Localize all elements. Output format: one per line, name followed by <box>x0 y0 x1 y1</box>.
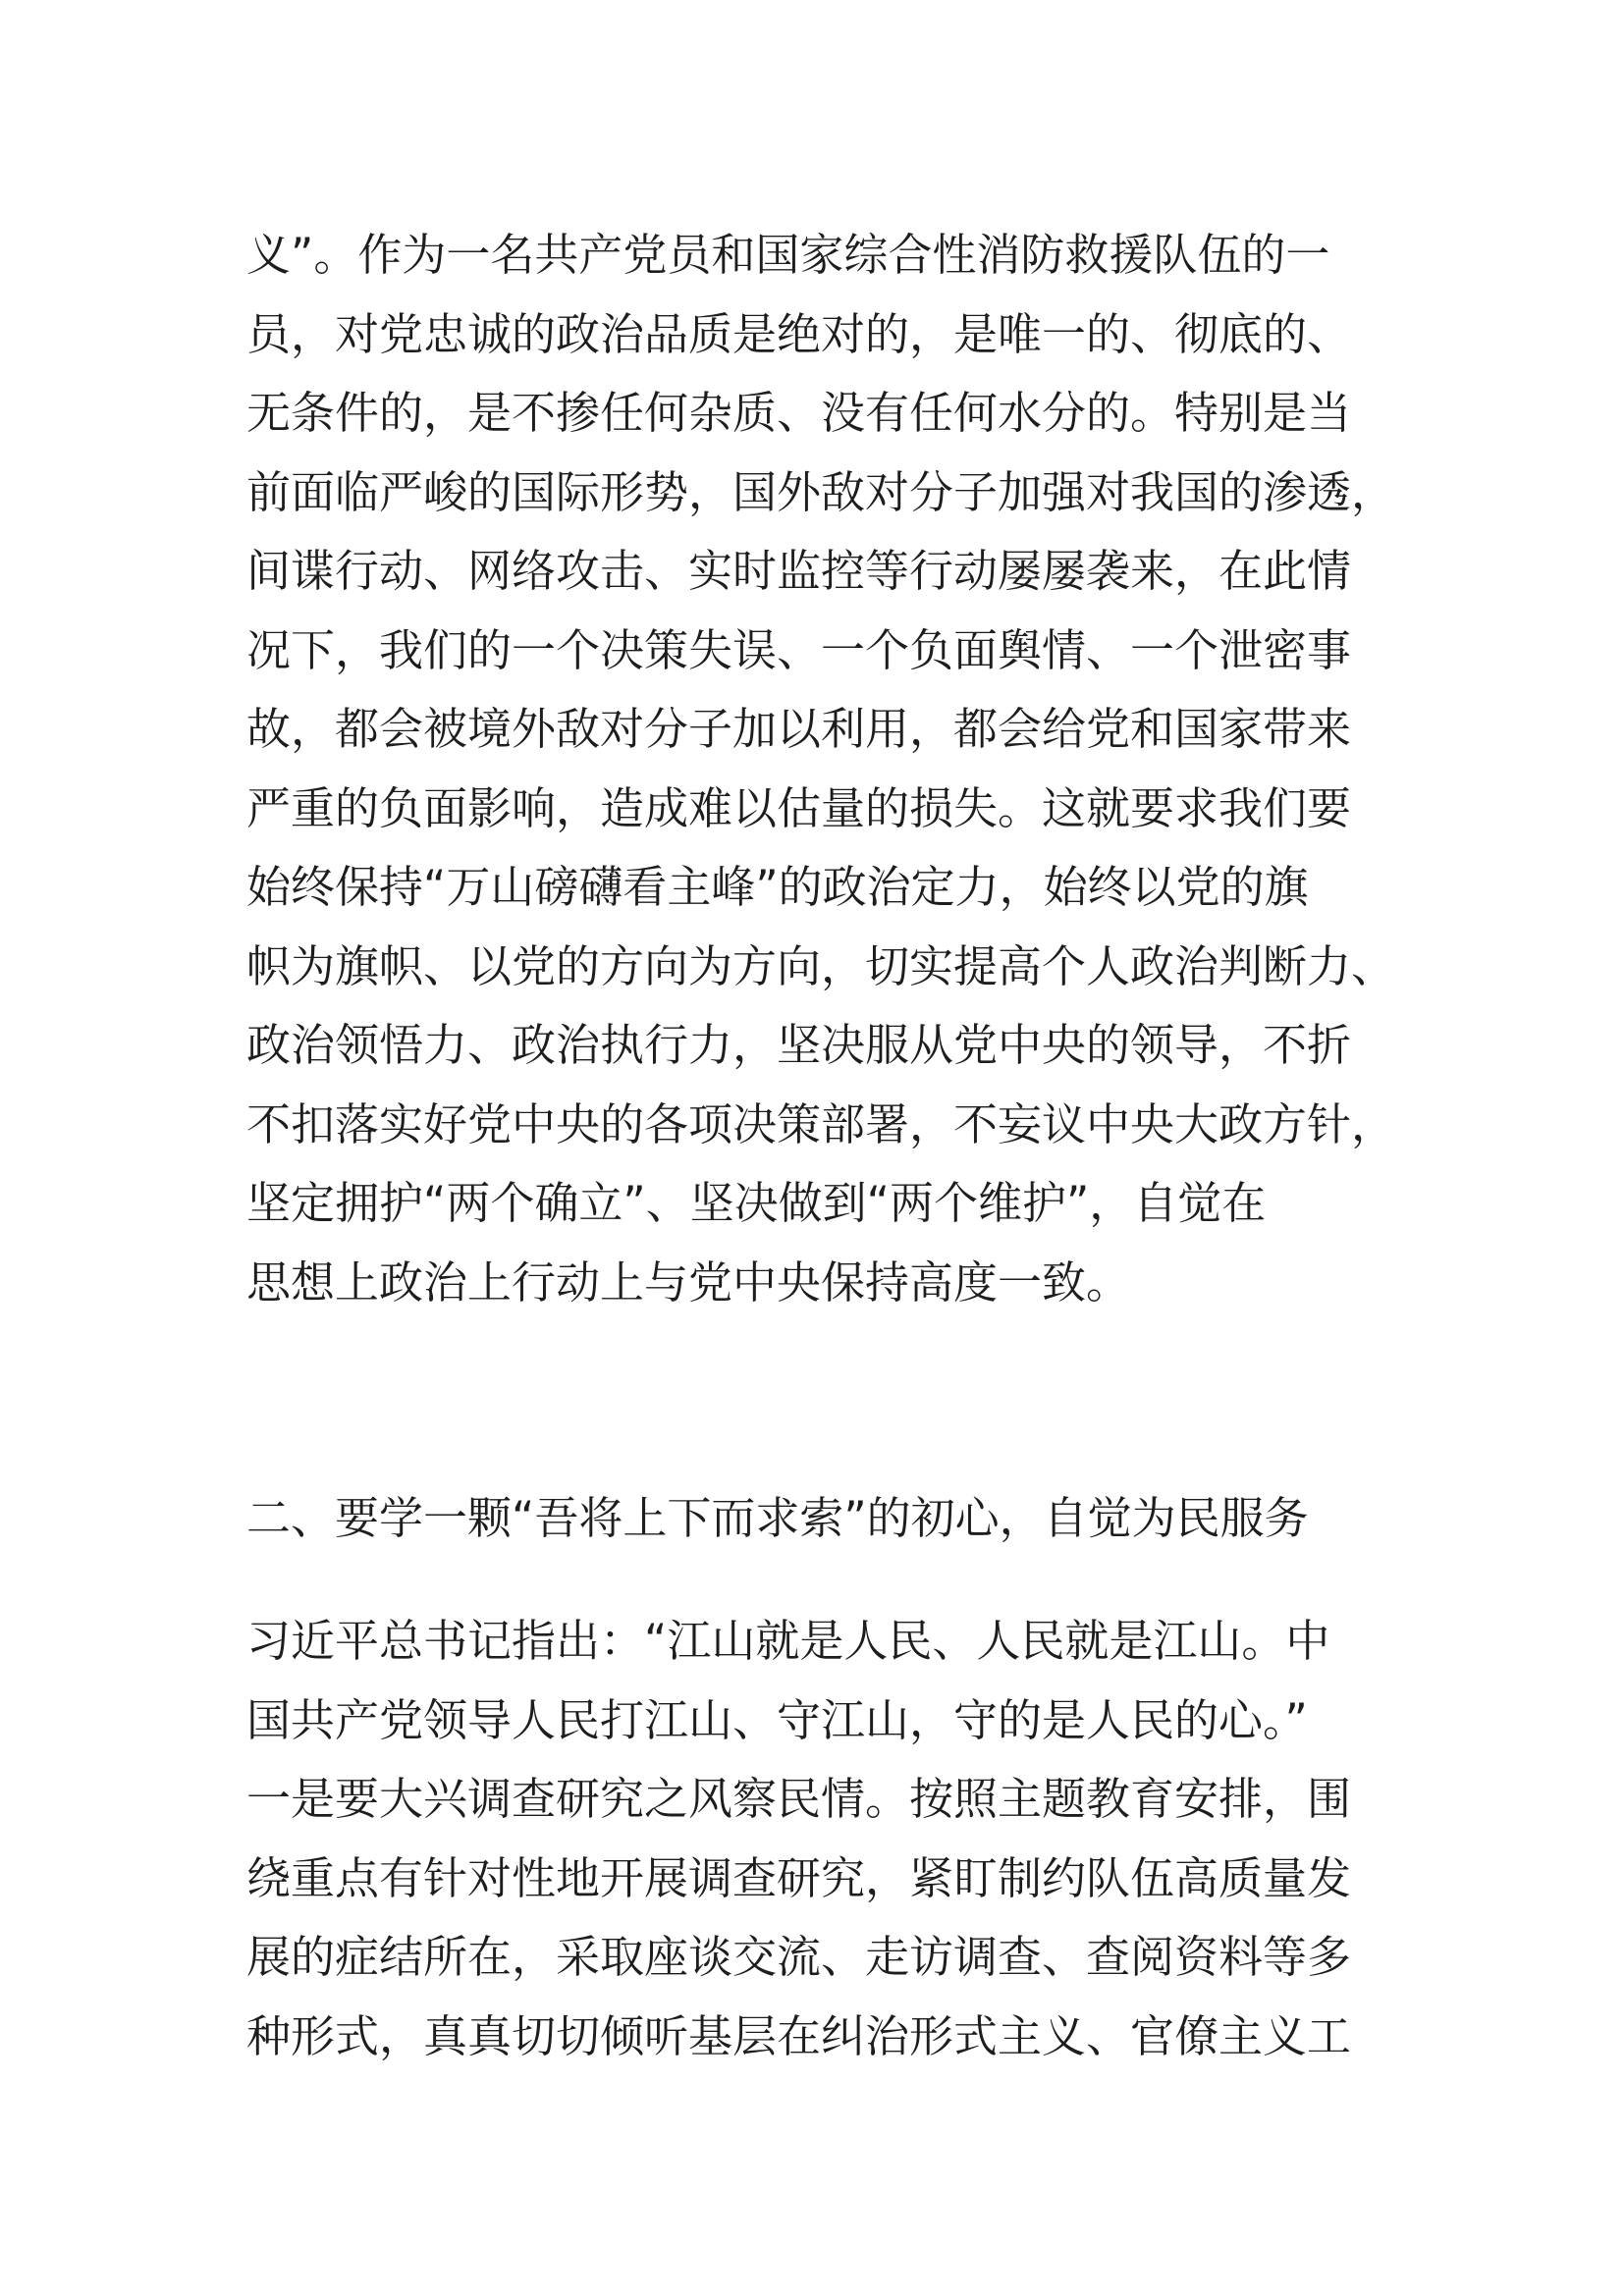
paragraph-1-line: 坚定拥护“两个确立”、坚决做到“两个维护”，自觉在 <box>246 1177 1267 1229</box>
paragraph-1-line: 义”。作为一名共产党员和国家综合性消防救援队伍的一 <box>246 229 1330 281</box>
paragraph-2-line: 习近平总书记指出：“江山就是人民、人民就是江山。中 <box>246 1615 1330 1667</box>
paragraph-2-line: 国共产党领导人民打江山、守江山，守的是人民的心。” <box>246 1693 1308 1746</box>
paragraph-1 <box>246 216 1396 1322</box>
paragraph-2-line: 种形式，真真切切倾听基层在纠治形式主义、官僚主义工 <box>246 2009 1352 2062</box>
paragraph-1-line: 况下，我们的一个决策失误、一个负面舆情、一个泄密事 <box>246 623 1352 676</box>
section-heading-text: 二、要学一颗“吾将上下而求索”的初心，自觉为民服务 <box>246 1492 1309 1544</box>
paragraph-1-line: 故，都会被境外敌对分子加以利用，都会给党和国家带来 <box>246 703 1352 755</box>
paragraph-1-line: 思想上政治上行动上与党中央保持高度一致。 <box>246 1255 1131 1308</box>
paragraph-1-line: 始终保持“万山磅礴看主峰”的政治定力，始终以党的旗 <box>246 861 1309 913</box>
paragraph-2-line: 展的症结所在，采取座谈交流、走访调查、查阅资料等多 <box>246 1931 1352 1983</box>
paragraph-1-line: 政治领悟力、政治执行力，坚决服从党中央的领导，不折 <box>246 1019 1352 1071</box>
section-heading <box>246 1479 1385 1559</box>
paragraph-2-line: 一是要大兴调查研究之风察民情。按照主题教育安排，围 <box>246 1773 1352 1825</box>
paragraph-1-line: 帜为旗帜、以党的方向为方向，切实提高个人政治判断力、 <box>246 939 1396 992</box>
paragraph-2-line: 绕重点有针对性地开展调查研究，紧盯制约队伍高质量发 <box>246 1851 1352 1904</box>
paragraph-1-line: 员，对党忠诚的政治品质是绝对的，是唯一的、彻底的、 <box>246 307 1352 360</box>
paragraph-1-line: 间谍行动、网络攻击、实时监控等行动屡屡袭来，在此情 <box>246 545 1352 597</box>
paragraph-1-line: 无条件的，是不掺任何杂质、没有任何水分的。特别是当 <box>246 387 1352 439</box>
paragraph-1-line: 前面临严峻的国际形势，国外敌对分子加强对我国的渗透， <box>246 465 1396 518</box>
paragraph-1-line: 不扣落实好党中央的各项决策部署，不妄议中央大政方针， <box>246 1097 1396 1150</box>
paragraph-2 <box>246 1602 1385 2076</box>
paragraph-1-line: 严重的负面影响，造成难以估量的损失。这就要求我们要 <box>246 781 1352 834</box>
